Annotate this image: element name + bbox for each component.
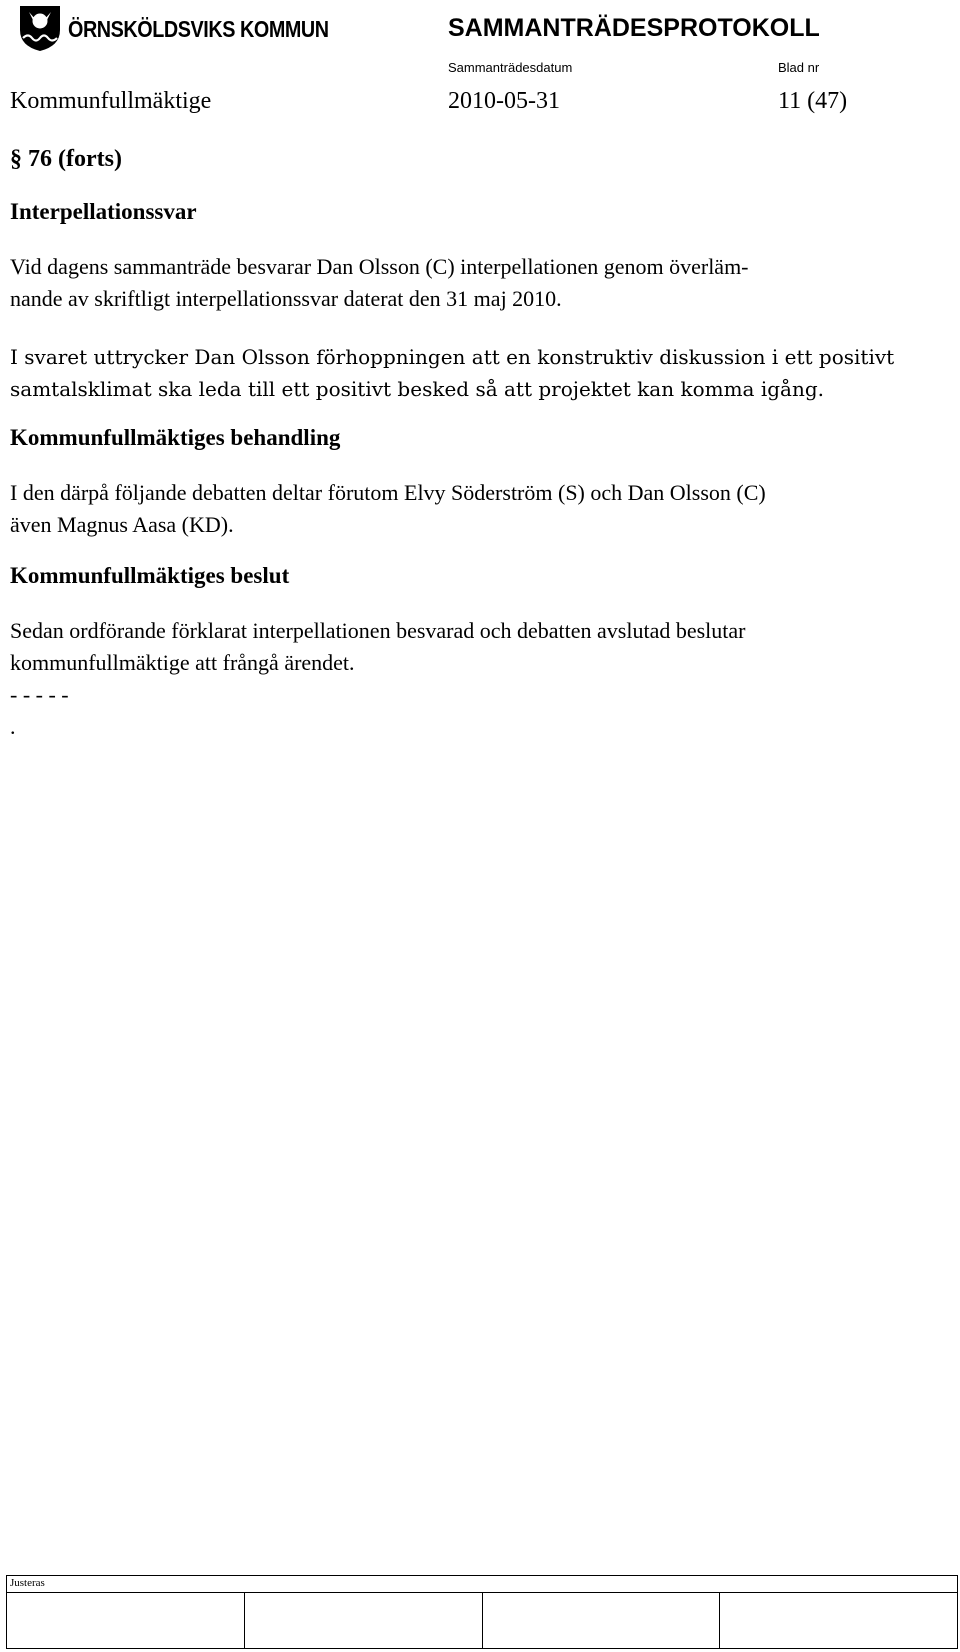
signature-cell <box>245 1593 483 1649</box>
decision-line-2: kommunfullmäktige att frångå ärendet. <box>10 650 355 675</box>
intro-line-1: Vid dagens sammanträde besvarar Dan Olsson (C) interpellationen genom överläm- <box>10 254 749 279</box>
answer-line-1: I svaret uttrycker Dan Olsson förhoppningen att en konstruktiv diskussion i ett positivt <box>10 345 895 369</box>
treatment-line-1: I den därpå följande debatten deltar förutom Elvy Söderström (S) och Dan Olsson (C) <box>10 480 766 505</box>
date-label: Sammanträdesdatum <box>448 60 573 75</box>
intro-line-2: nande av skriftligt interpellationssvar daterat den 31 maj 2010. <box>10 286 562 311</box>
municipality-logo <box>18 4 329 52</box>
page-label: Blad nr <box>778 60 820 75</box>
signature-cell <box>7 1593 245 1649</box>
justification-table <box>6 1575 958 1649</box>
decision-heading: Kommunfullmäktiges beslut <box>10 563 290 588</box>
organization-name: ÖRNSKÖLDSVIKS KOMMUN <box>68 16 329 42</box>
decision-line-1: Sedan ordförande förklarat interpellationen besvarad och debatten avslutad beslutar <box>10 618 746 643</box>
decision-paragraph <box>10 615 940 679</box>
paragraph-reference: § 76 (forts) <box>10 146 122 172</box>
justification-header <box>7 1576 957 1593</box>
intro-paragraph <box>10 251 940 315</box>
document-body <box>10 146 940 743</box>
end-mark: . <box>10 714 16 739</box>
section-title: Interpellationssvar <box>10 199 197 224</box>
separator: - - - - - <box>10 682 69 707</box>
treatment-heading: Kommunfullmäktiges behandling <box>10 425 341 450</box>
signature-cells <box>7 1593 957 1649</box>
answer-line-2: samtalsklimat ska leda till ett positivt besked så att projektet kan komma igång. <box>10 377 824 401</box>
treatment-paragraph <box>10 477 940 541</box>
answer-paragraph <box>10 341 940 405</box>
document-type: SAMMANTRÄDESPROTOKOLL <box>448 14 820 42</box>
justification-label: Justeras <box>10 1577 45 1589</box>
signature-cell <box>720 1593 957 1649</box>
page-number: 11 (47) <box>778 88 848 114</box>
meeting-date: 2010-05-31 <box>448 88 560 114</box>
signature-cell <box>483 1593 721 1649</box>
treatment-line-2: även Magnus Aasa (KD). <box>10 512 234 537</box>
coat-of-arms-icon <box>18 4 62 52</box>
body-name: Kommunfullmäktige <box>10 88 212 114</box>
